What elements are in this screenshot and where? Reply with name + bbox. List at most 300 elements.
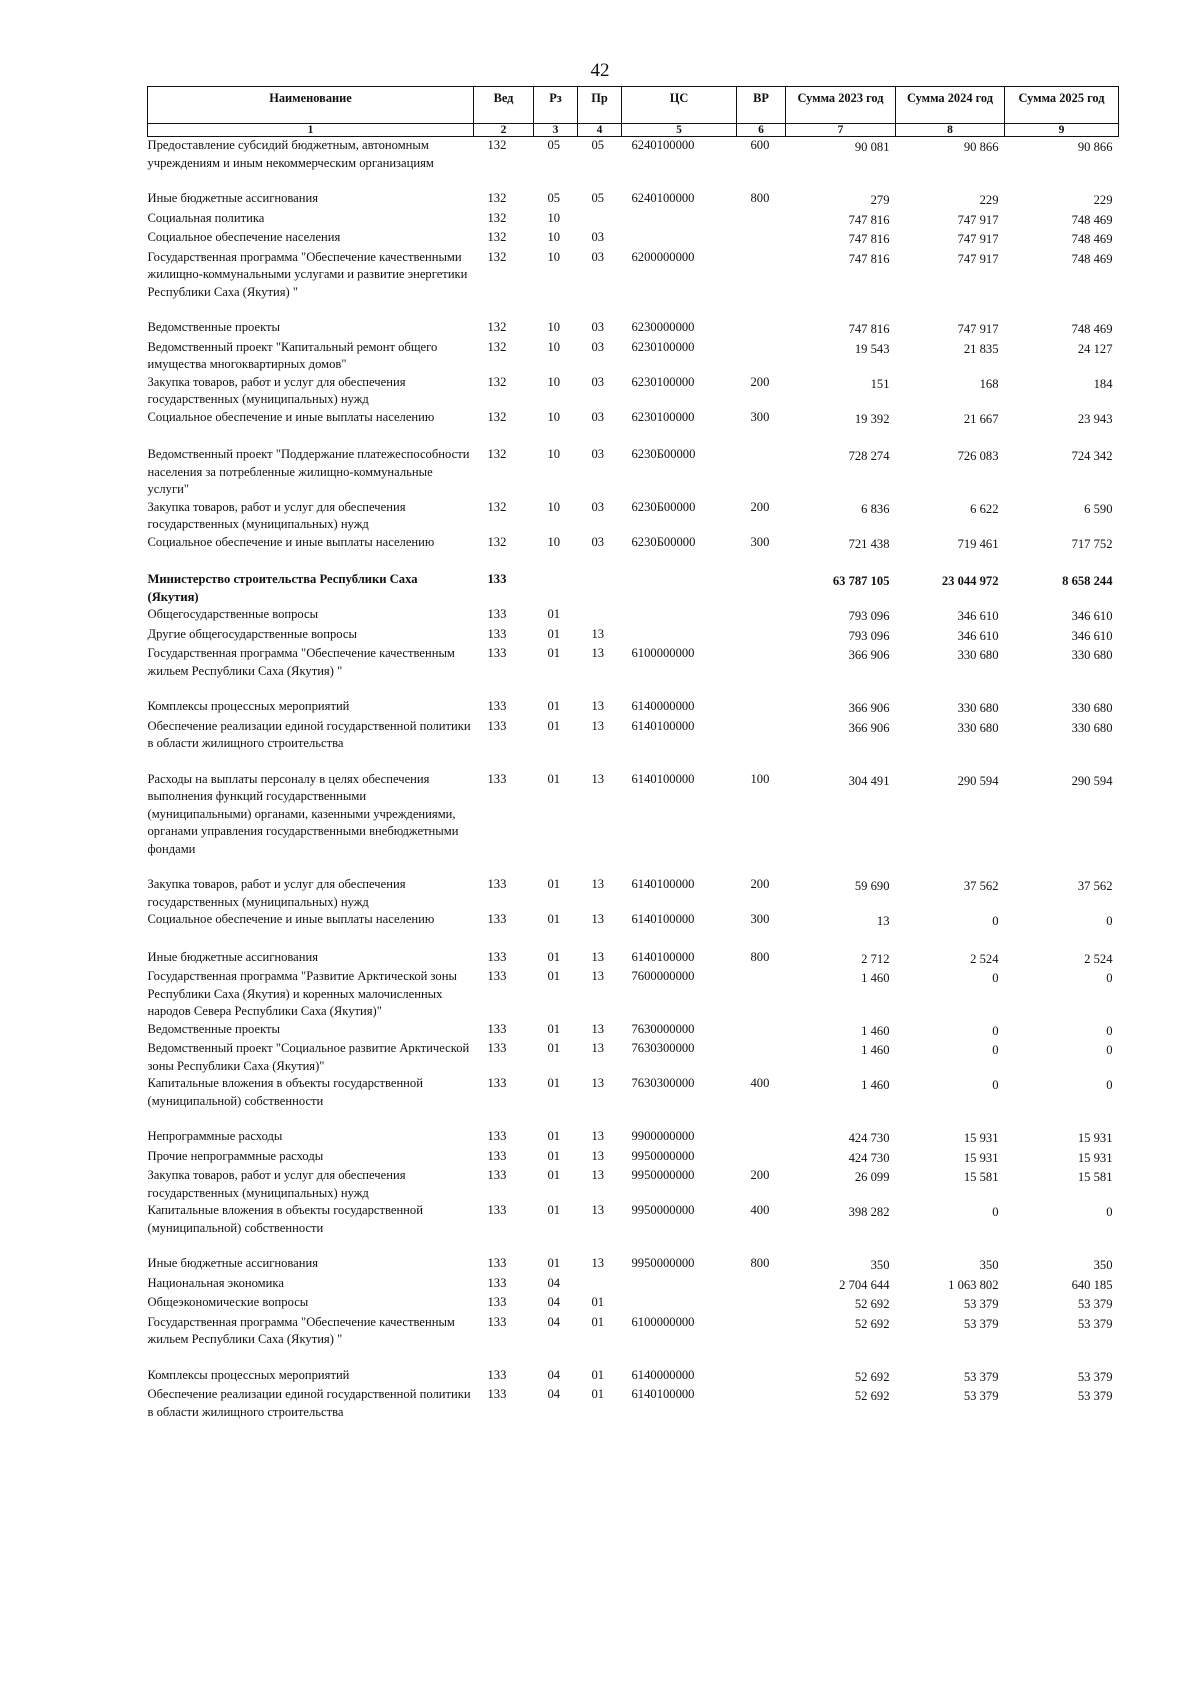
row-rz: 05 (547, 138, 561, 152)
row-sum-2023: 1 460 (861, 971, 890, 985)
row-name: Закупка товаров, работ и услуг для обеспечения государственных (муниципальных) нужд (147, 1168, 406, 1200)
row-sum-2023: 52 692 (854, 1297, 890, 1311)
table-row (148, 319, 1119, 339)
row-sum-2024: 719 461 (957, 536, 999, 551)
row-sum-2025: 330 680 (1071, 648, 1113, 662)
row-pr: 01 (591, 1314, 605, 1329)
row-sum-2025: 290 594 (1071, 773, 1113, 788)
row-rz: 01 (547, 877, 561, 891)
row-sum-2023: 1 460 (861, 1078, 890, 1092)
row-sum-2025: 640 185 (1071, 1277, 1113, 1292)
row-spacer (148, 1349, 1119, 1367)
row-sum-2025: 53 379 (1077, 1369, 1113, 1384)
table-row (148, 626, 1119, 646)
row-vr (737, 1148, 786, 1168)
row-name: Национальная экономика (147, 1275, 284, 1290)
row-rz: 01 (547, 1148, 561, 1163)
row-cs: 6230Б00000 (631, 534, 696, 549)
table-row (148, 1255, 1119, 1275)
row-cs (622, 1275, 737, 1295)
row-sum-2023: 52 692 (854, 1316, 890, 1331)
row-rz: 01 (547, 771, 561, 786)
row-name: Прочие непрограммные расходы (147, 1148, 324, 1163)
spacer-cell (148, 1349, 1119, 1367)
row-pr: 13 (591, 877, 605, 891)
table-row (148, 876, 1119, 911)
page-number: 42 (590, 60, 610, 81)
row-vr: 200 (750, 374, 770, 389)
row-pr (578, 1275, 622, 1295)
column-header-sum-2024: Сумма 2024 год (896, 87, 1005, 124)
row-sum-2024: 330 680 (957, 648, 999, 662)
row-ved: 133 (487, 1256, 507, 1270)
row-sum-2024: 726 083 (957, 449, 999, 463)
row-name: Закупка товаров, работ и услуг для обеспечения государственных (муниципальных) нужд (147, 499, 406, 531)
row-cs: 9950000000 (631, 1256, 695, 1270)
spacer-cell (148, 1110, 1119, 1128)
row-vr (737, 718, 786, 753)
row-sum-2025: 15 931 (1077, 1131, 1113, 1145)
row-cs: 6100000000 (631, 646, 695, 660)
table-row (148, 606, 1119, 626)
row-pr: 13 (591, 1021, 605, 1036)
table-row (148, 1128, 1119, 1148)
table-row (148, 949, 1119, 969)
row-sum-2025: 15 581 (1077, 1170, 1113, 1184)
row-sum-2025: 330 680 (1071, 701, 1113, 715)
row-vr: 200 (750, 1168, 770, 1182)
row-sum-2023: 2 704 644 (839, 1277, 890, 1292)
row-cs: 6230100000 (631, 374, 695, 389)
row-sum-2023: 366 906 (848, 648, 890, 662)
row-name: Социальная политика (147, 210, 265, 225)
row-vr (737, 229, 786, 249)
row-rz: 01 (547, 626, 561, 641)
row-sum-2025: 724 342 (1071, 449, 1113, 463)
table-row (148, 911, 1119, 931)
row-name: Комплексы процессных мероприятий (147, 699, 350, 713)
row-vr: 200 (750, 499, 770, 514)
row-vr: 400 (750, 1203, 770, 1217)
row-sum-2024: 0 (992, 971, 999, 985)
row-rz: 01 (547, 1168, 561, 1182)
row-name: Иные бюджетные ассигнования (147, 1256, 319, 1270)
row-ved: 133 (487, 877, 507, 891)
table-row (148, 1386, 1119, 1421)
column-header-ved: Вед (474, 87, 534, 124)
row-pr: 01 (591, 1387, 605, 1401)
row-pr: 01 (591, 1367, 605, 1382)
row-pr: 13 (591, 1168, 605, 1182)
row-ved: 133 (487, 646, 507, 660)
row-sum-2025: 748 469 (1071, 212, 1113, 227)
row-pr: 13 (591, 699, 605, 713)
row-ved: 132 (487, 409, 507, 424)
row-rz: 01 (547, 1203, 561, 1217)
row-rz: 10 (547, 447, 561, 461)
row-vr (737, 1367, 786, 1387)
row-sum-2024: 15 931 (963, 1131, 999, 1145)
spacer-cell (148, 301, 1119, 319)
row-vr (737, 571, 786, 606)
row-sum-2024: 0 (992, 1078, 999, 1092)
row-ved: 133 (487, 607, 507, 621)
row-pr: 03 (591, 534, 605, 549)
row-rz: 01 (547, 969, 561, 983)
row-vr (737, 1128, 786, 1148)
row-name: Государственная программа "Обеспечение качественным жильем Республики Саха (Якутия) " (147, 646, 455, 678)
row-sum-2023: 793 096 (848, 628, 890, 643)
row-cs (622, 229, 737, 249)
row-pr: 05 (591, 138, 605, 152)
row-sum-2025: 350 (1093, 1258, 1113, 1272)
row-ved: 132 (487, 320, 507, 334)
row-sum-2024: 21 667 (963, 411, 999, 426)
row-sum-2024: 0 (992, 1023, 999, 1038)
row-pr: 03 (591, 249, 605, 264)
row-pr: 13 (591, 646, 605, 660)
row-rz: 10 (547, 320, 561, 334)
row-spacer (148, 553, 1119, 571)
row-name: Ведомственные проекты (147, 1021, 280, 1036)
table-row (148, 210, 1119, 230)
row-pr: 13 (591, 1148, 605, 1163)
row-spacer (148, 1110, 1119, 1128)
spacer-cell (148, 680, 1119, 698)
row-ved: 133 (487, 1148, 507, 1163)
row-sum-2023: 793 096 (848, 609, 890, 623)
table-row (148, 698, 1119, 718)
row-spacer (148, 428, 1119, 446)
row-sum-2023: 90 081 (854, 140, 890, 154)
row-ved: 133 (487, 626, 507, 641)
row-sum-2025: 0 (1106, 1205, 1113, 1219)
column-number: 8 (896, 124, 1005, 137)
column-number: 2 (474, 124, 534, 137)
row-sum-2023: 26 099 (854, 1170, 890, 1184)
row-cs: 7600000000 (631, 969, 695, 983)
row-pr: 13 (591, 1041, 605, 1055)
row-sum-2023: 747 816 (848, 232, 890, 246)
row-sum-2023: 747 816 (848, 212, 890, 227)
row-ved: 133 (487, 912, 507, 926)
row-pr (578, 571, 622, 606)
row-ved: 133 (487, 1129, 507, 1143)
row-sum-2025: 8 658 244 (1062, 574, 1113, 588)
row-sum-2025: 37 562 (1077, 879, 1113, 893)
table-row (148, 339, 1119, 374)
row-cs: 6140100000 (631, 949, 695, 964)
row-sum-2023: 747 816 (848, 251, 890, 266)
row-sum-2025: 184 (1093, 376, 1113, 391)
row-vr (737, 1021, 786, 1041)
row-cs: 6140100000 (631, 1387, 695, 1401)
row-rz: 04 (547, 1367, 561, 1382)
table-row (148, 1021, 1119, 1041)
row-spacer (148, 1237, 1119, 1255)
row-spacer (148, 858, 1119, 876)
row-ved: 132 (487, 374, 507, 389)
row-cs: 6230100000 (631, 339, 695, 354)
row-sum-2025: 23 943 (1077, 411, 1113, 426)
row-sum-2025: 0 (1106, 914, 1113, 928)
row-sum-2024: 21 835 (963, 341, 999, 356)
row-cs (622, 571, 737, 606)
row-pr: 13 (591, 969, 605, 983)
row-rz: 01 (547, 1041, 561, 1055)
row-sum-2025: 748 469 (1071, 322, 1113, 336)
column-number: 9 (1005, 124, 1119, 137)
row-sum-2024: 229 (979, 193, 999, 207)
row-sum-2024: 747 917 (957, 232, 999, 246)
row-rz: 10 (547, 374, 561, 389)
row-rz: 10 (547, 499, 561, 514)
row-vr (737, 1386, 786, 1421)
row-sum-2025: 0 (1106, 1078, 1113, 1092)
table-row (148, 409, 1119, 429)
row-vr: 300 (750, 409, 770, 424)
row-name: Социальное обеспечение и иные выплаты населению (147, 409, 435, 424)
row-sum-2023: 2 712 (861, 951, 890, 966)
spacer-cell (148, 428, 1119, 446)
row-name: Ведомственные проекты (147, 320, 280, 334)
table-row (148, 137, 1119, 173)
row-pr: 13 (591, 771, 605, 786)
row-rz: 10 (547, 409, 561, 424)
budget-table (147, 86, 1119, 1421)
row-vr (737, 626, 786, 646)
row-name: Ведомственный проект "Социальное развитие Арктической зоны Республики Саха (Якутия)" (147, 1041, 470, 1073)
row-pr: 13 (591, 1203, 605, 1217)
row-ved: 132 (487, 447, 507, 461)
column-number: 1 (148, 124, 474, 137)
row-pr: 01 (591, 1295, 605, 1309)
row-ved: 132 (487, 191, 507, 205)
row-sum-2023: 1 460 (861, 1023, 890, 1038)
row-cs: 7630000000 (631, 1021, 695, 1036)
row-sum-2025: 346 610 (1071, 628, 1113, 643)
row-rz: 10 (547, 339, 561, 354)
row-vr (737, 319, 786, 339)
row-ved: 132 (487, 210, 507, 225)
row-rz: 01 (547, 949, 561, 964)
row-sum-2024: 168 (979, 376, 999, 391)
row-name: Обеспечение реализации единой государственной политики в области жилищного строительства (147, 718, 471, 750)
row-sum-2025: 2 524 (1084, 951, 1113, 966)
row-name: Государственная программа "Обеспечение качественным жильем Республики Саха (Якутия) " (147, 1314, 455, 1346)
row-sum-2024: 330 680 (957, 701, 999, 715)
row-pr: 03 (591, 374, 605, 389)
row-sum-2024: 0 (992, 1043, 999, 1057)
row-cs (622, 1294, 737, 1314)
row-name: Социальное обеспечение и иные выплаты населению (147, 912, 435, 926)
row-cs: 9950000000 (631, 1168, 695, 1182)
row-sum-2025: 24 127 (1077, 341, 1113, 356)
column-number: 7 (786, 124, 896, 137)
row-ved: 133 (487, 1076, 507, 1090)
column-header-pr: Пр (578, 87, 622, 124)
row-cs (622, 210, 737, 230)
row-name: Предоставление субсидий бюджетным, автономным учреждениям и иным некоммерческим организациям (147, 138, 434, 170)
row-ved: 133 (487, 1203, 507, 1217)
row-sum-2024: 15 581 (963, 1170, 999, 1184)
table-row (148, 645, 1119, 680)
row-sum-2023: 279 (870, 193, 890, 207)
row-name: Другие общегосударственные вопросы (147, 626, 357, 641)
table-row (148, 771, 1119, 859)
header-number-row (148, 124, 1119, 137)
row-sum-2025: 90 866 (1077, 140, 1113, 154)
row-sum-2024: 346 610 (957, 628, 999, 643)
row-name: Министерство строительства Республики Саха (Якутия) (147, 572, 418, 604)
spacer-cell (148, 858, 1119, 876)
row-name: Общегосударственные вопросы (147, 607, 319, 621)
row-name: Иные бюджетные ассигнования (147, 191, 319, 205)
row-sum-2023: 151 (870, 376, 890, 391)
row-ved: 133 (487, 1387, 507, 1401)
row-pr: 03 (591, 499, 605, 514)
row-sum-2024: 0 (992, 1205, 999, 1219)
table-row (148, 229, 1119, 249)
spacer-cell (148, 931, 1119, 949)
row-sum-2023: 398 282 (848, 1205, 890, 1219)
row-pr: 03 (591, 230, 605, 244)
row-rz: 01 (547, 699, 561, 713)
row-rz: 01 (547, 1076, 561, 1090)
row-sum-2025: 0 (1106, 1043, 1113, 1057)
row-cs (622, 606, 737, 626)
row-sum-2024: 90 866 (963, 140, 999, 154)
row-ved: 133 (487, 1168, 507, 1182)
row-pr: 03 (591, 409, 605, 424)
row-cs: 6140100000 (631, 877, 695, 891)
row-name: Капитальные вложения в объекты государственной (муниципальной) собственности (147, 1203, 423, 1235)
row-ved: 133 (487, 1295, 507, 1309)
row-rz: 01 (547, 1256, 561, 1270)
row-sum-2024: 330 680 (957, 720, 999, 735)
row-rz: 10 (547, 210, 561, 225)
table-row (148, 571, 1119, 606)
row-rz: 10 (547, 534, 561, 549)
spacer-cell (148, 553, 1119, 571)
row-pr: 03 (591, 447, 605, 461)
row-sum-2024: 747 917 (957, 251, 999, 266)
row-ved: 132 (487, 138, 507, 152)
row-name: Социальное обеспечение населения (147, 230, 341, 244)
row-sum-2023: 424 730 (848, 1131, 890, 1145)
spacer-cell (148, 172, 1119, 190)
row-name: Иные бюджетные ассигнования (147, 949, 319, 964)
row-sum-2025: 0 (1106, 1023, 1113, 1038)
row-name: Государственная программа "Развитие Арктической зоны Республики Саха (Якутия) и коренных малочисленных народов Севера Республики Саха (Якутия)" (147, 969, 457, 1018)
row-sum-2023: 728 274 (848, 449, 890, 463)
row-sum-2024: 747 917 (957, 322, 999, 336)
row-sum-2024: 37 562 (963, 879, 999, 893)
row-pr: 13 (591, 626, 605, 641)
row-sum-2024: 53 379 (963, 1389, 999, 1403)
row-vr: 800 (750, 1256, 770, 1270)
row-ved: 133 (487, 1367, 507, 1382)
header-row (148, 87, 1119, 124)
table-row (148, 1202, 1119, 1237)
row-rz: 04 (547, 1314, 561, 1329)
row-vr (737, 1314, 786, 1349)
row-ved: 132 (487, 249, 507, 264)
row-sum-2024: 346 610 (957, 609, 999, 623)
row-ved: 132 (487, 339, 507, 354)
row-sum-2024: 53 379 (963, 1369, 999, 1384)
row-sum-2025: 748 469 (1071, 232, 1113, 246)
row-pr: 13 (591, 912, 605, 926)
row-name: Ведомственный проект "Поддержание платежеспособности населения за потребленные жилищно-коммунальные услуги" (147, 447, 470, 496)
row-pr (578, 210, 622, 230)
row-rz: 04 (547, 1275, 561, 1290)
row-rz: 01 (547, 1021, 561, 1036)
row-sum-2024: 6 622 (970, 501, 999, 516)
row-cs: 6240100000 (631, 191, 695, 205)
row-spacer (148, 753, 1119, 771)
row-vr (737, 210, 786, 230)
row-name: Комплексы процессных мероприятий (147, 1367, 350, 1382)
row-spacer (148, 931, 1119, 949)
row-pr: 13 (591, 1076, 605, 1090)
column-header-vr: ВР (737, 87, 786, 124)
row-pr (578, 606, 622, 626)
row-sum-2024: 290 594 (957, 773, 999, 788)
column-number: 4 (578, 124, 622, 137)
row-cs: 6100000000 (631, 1314, 695, 1329)
table-row (148, 190, 1119, 210)
row-sum-2025: 53 379 (1077, 1316, 1113, 1331)
row-sum-2024: 747 917 (957, 212, 999, 227)
row-ved: 133 (487, 572, 507, 586)
table-row (148, 1148, 1119, 1168)
row-ved: 132 (487, 230, 507, 244)
table-row (148, 718, 1119, 753)
row-rz: 01 (547, 912, 561, 926)
table-row (148, 1367, 1119, 1387)
row-sum-2023: 304 491 (848, 773, 890, 788)
row-sum-2023: 19 392 (854, 411, 890, 426)
row-name: Непрограммные расходы (147, 1129, 283, 1143)
row-name: Общеэкономические вопросы (147, 1295, 309, 1309)
table-row (148, 249, 1119, 302)
row-pr: 13 (591, 718, 605, 733)
row-ved: 133 (487, 1314, 507, 1329)
row-name: Обеспечение реализации единой государственной политики в области жилищного строительства (147, 1387, 471, 1419)
row-cs: 6140000000 (631, 699, 695, 713)
row-cs: 6140100000 (631, 912, 695, 926)
row-sum-2023: 6 836 (861, 501, 890, 516)
row-vr (737, 968, 786, 1021)
row-sum-2023: 366 906 (848, 701, 890, 715)
row-name: Закупка товаров, работ и услуг для обеспечения государственных (муниципальных) нужд (147, 374, 406, 406)
column-number: 3 (534, 124, 578, 137)
row-rz: 10 (547, 249, 561, 264)
row-vr (737, 446, 786, 499)
row-rz: 04 (547, 1295, 561, 1309)
row-rz: 05 (547, 191, 561, 205)
row-ved: 133 (487, 1021, 507, 1036)
row-sum-2023: 52 692 (854, 1369, 890, 1384)
row-cs: 6140000000 (631, 1367, 695, 1382)
row-spacer (148, 680, 1119, 698)
row-cs: 6140100000 (631, 771, 695, 786)
row-rz: 01 (547, 718, 561, 733)
row-sum-2024: 0 (992, 914, 999, 928)
row-vr: 400 (750, 1076, 770, 1090)
row-cs: 9900000000 (631, 1129, 695, 1143)
